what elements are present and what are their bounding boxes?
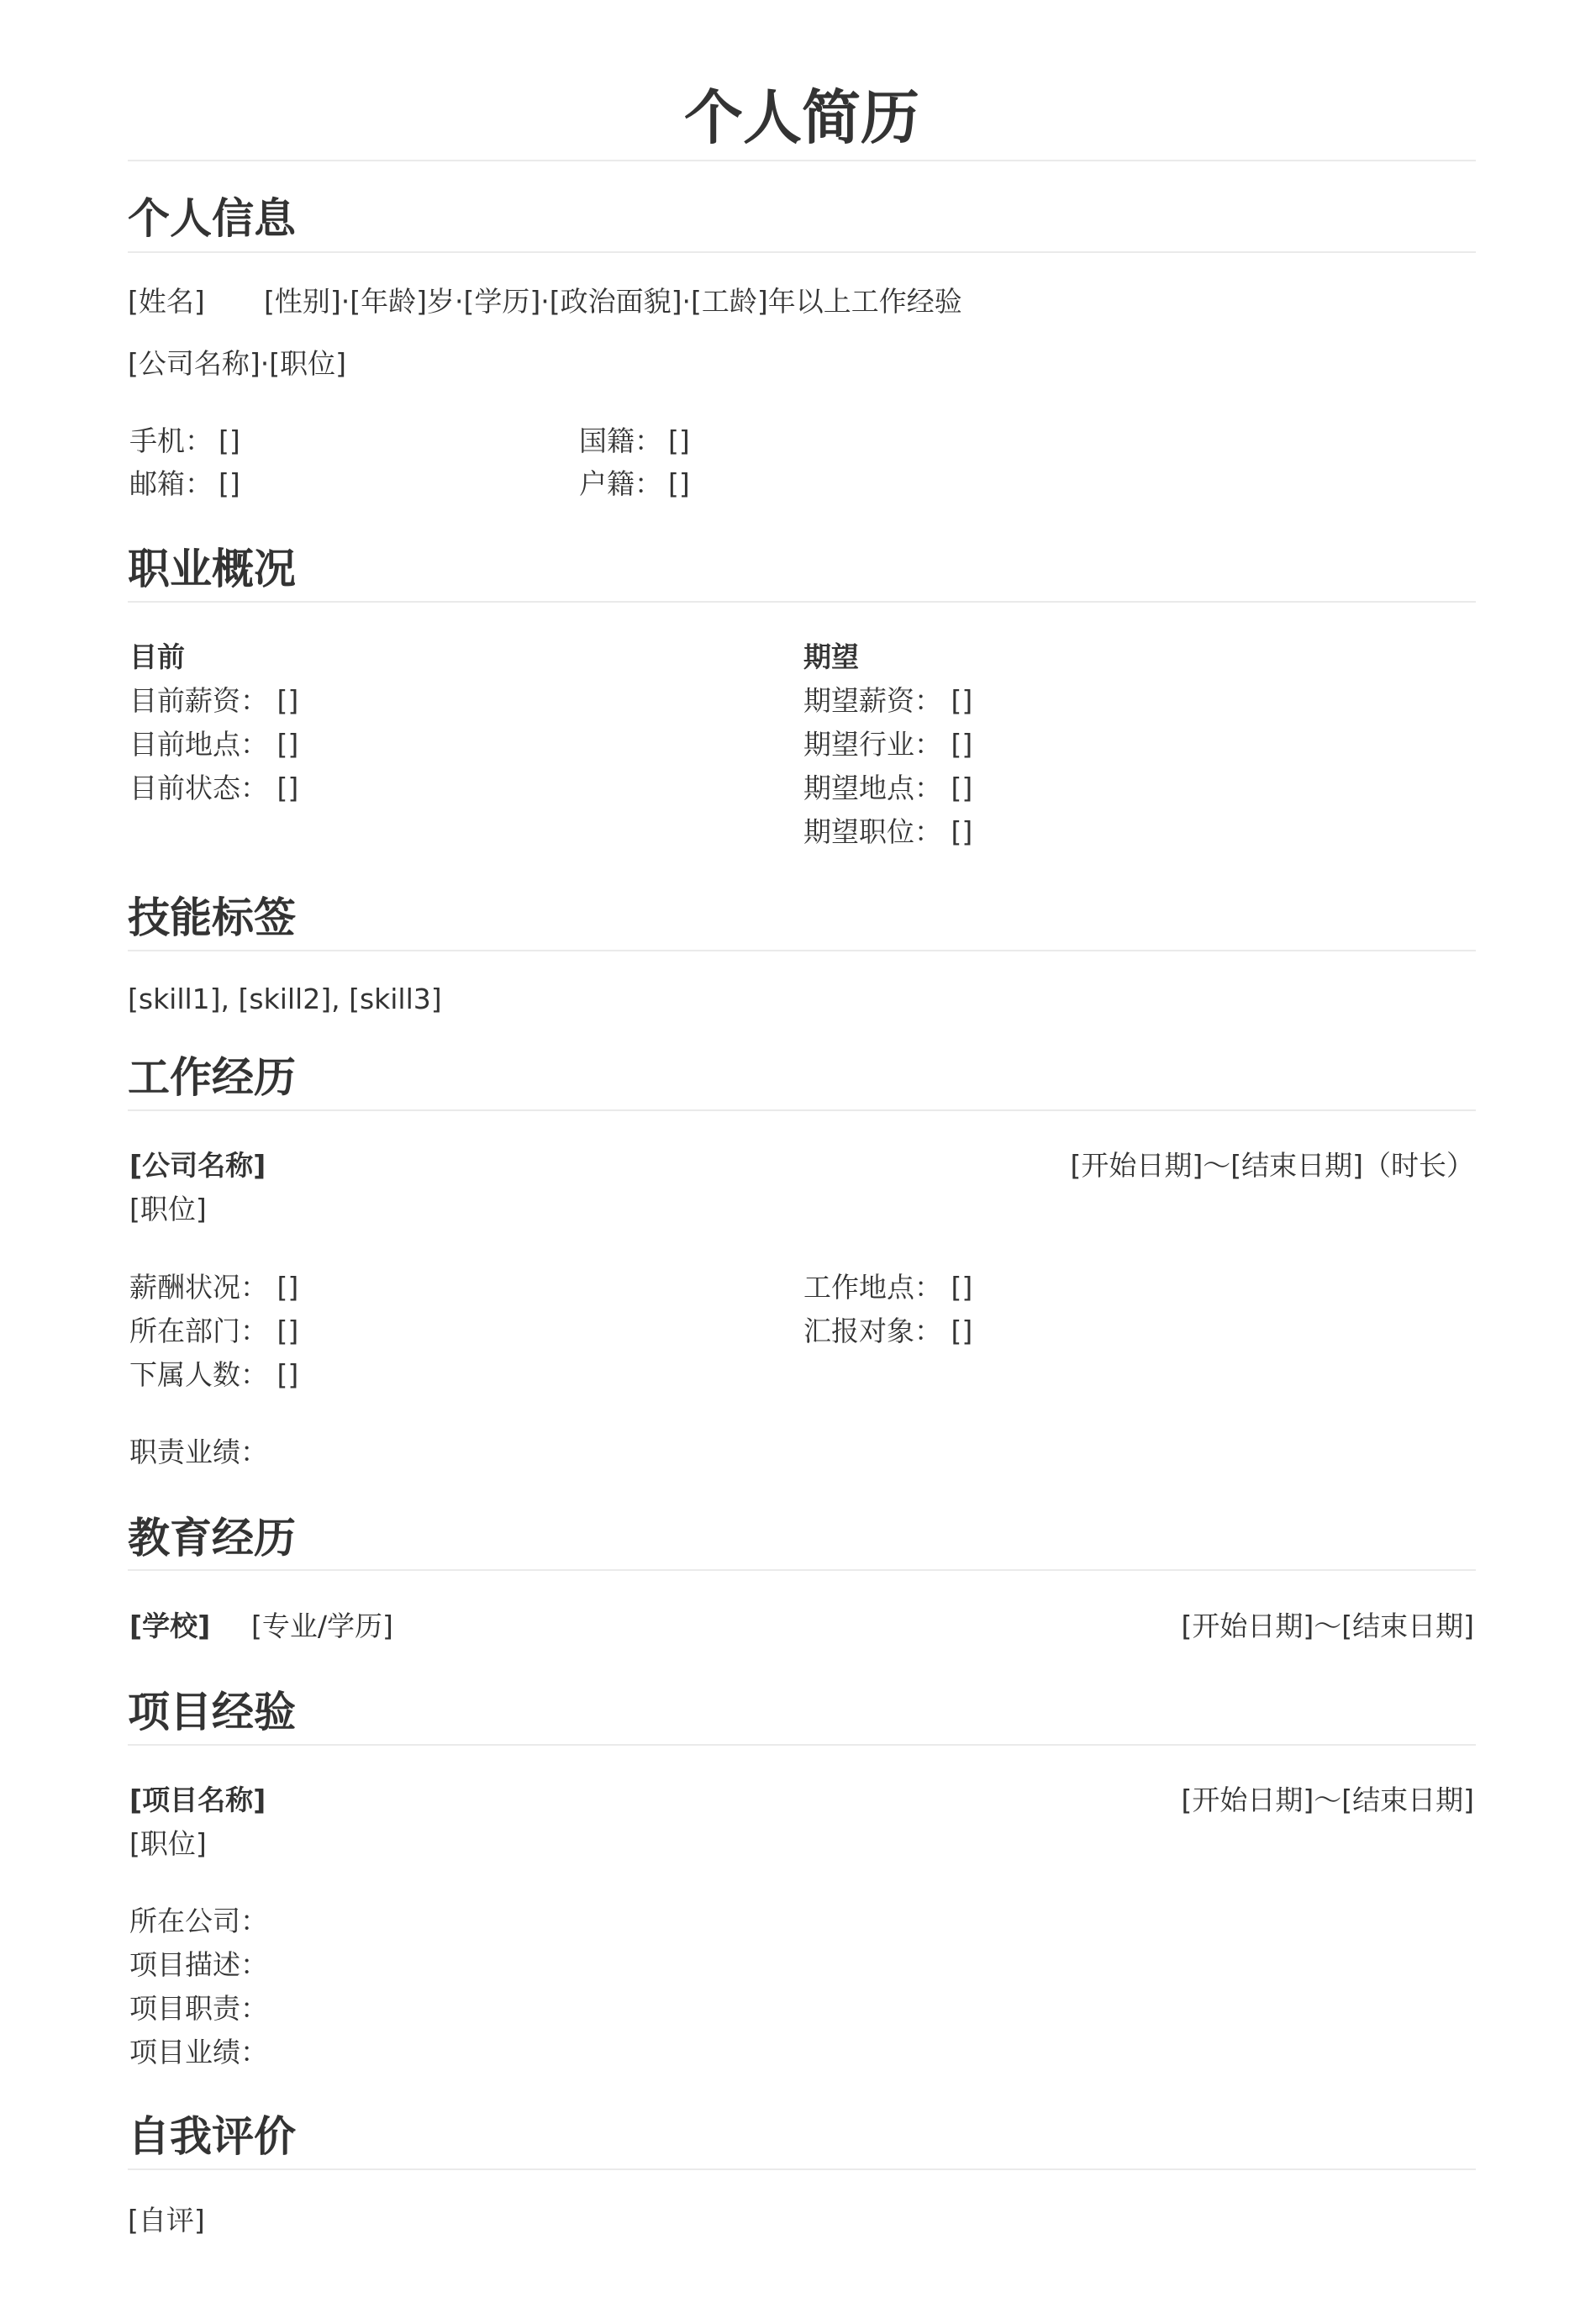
expected-industry: 期望行业： []	[803, 728, 973, 761]
work-salary: 薪酬状况： []	[129, 1271, 299, 1304]
divider	[128, 251, 1476, 253]
section-heading-personal: 个人信息	[128, 194, 296, 243]
divider	[128, 1569, 1476, 1571]
current-location: 目前地点： []	[129, 728, 299, 761]
section-heading-education: 教育经历	[128, 1514, 296, 1562]
project-position: [职位]	[129, 1827, 207, 1860]
expected-salary: 期望薪资： []	[803, 684, 973, 717]
section-heading-project: 项目经验	[128, 1688, 296, 1736]
current-status: 目前状态： []	[129, 772, 299, 804]
project-name: [项目名称]	[129, 1784, 266, 1816]
company-position: [公司名称]·[职位]	[128, 347, 346, 380]
divider	[128, 601, 1476, 603]
section-heading-career: 职业概况	[128, 545, 296, 593]
work-period: [开始日期]～[结束日期]（时长）	[1070, 1149, 1474, 1182]
current-heading: 目前	[129, 640, 185, 673]
work-subordinates: 下属人数： []	[129, 1358, 299, 1391]
email-value: []	[219, 467, 240, 500]
divider	[128, 1109, 1476, 1111]
section-heading-work: 工作经历	[128, 1053, 296, 1102]
work-company: [公司名称]	[129, 1149, 266, 1182]
work-report-to: 汇报对象： []	[803, 1315, 973, 1347]
divider	[128, 1744, 1476, 1746]
work-location: 工作地点： []	[803, 1271, 973, 1304]
education-school: [学校]	[129, 1610, 211, 1642]
page-title: 个人简历	[684, 83, 919, 152]
hukou-label: 户籍：	[579, 467, 662, 500]
nationality-label: 国籍：	[579, 424, 662, 457]
divider	[128, 950, 1476, 951]
nationality-value: []	[668, 424, 690, 457]
skills-text: [skill1], [skill2], [skill3]	[128, 983, 442, 1015]
phone-value: []	[219, 424, 240, 457]
project-performance: 项目业绩：	[129, 2036, 268, 2068]
section-heading-self-eval: 自我评价	[128, 2112, 296, 2161]
project-duties: 项目职责：	[129, 1992, 268, 2025]
project-period: [开始日期]～[结束日期]	[1181, 1784, 1474, 1816]
expected-position: 期望职位： []	[803, 815, 973, 848]
expected-heading: 期望	[803, 640, 859, 673]
section-heading-skills: 技能标签	[128, 893, 296, 942]
current-salary: 目前薪资： []	[129, 684, 299, 717]
email-label: 邮箱：	[129, 467, 213, 500]
work-position: [职位]	[129, 1193, 207, 1225]
project-company: 所在公司：	[129, 1905, 268, 1937]
self-eval-text: [自评]	[128, 2204, 205, 2237]
phone-label: 手机：	[129, 424, 213, 457]
hukou-value: []	[668, 467, 690, 500]
divider	[128, 2168, 1476, 2170]
personal-summary: [性别]·[年龄]岁·[学历]·[政治面貌]·[工龄]年以上工作经验	[264, 285, 962, 318]
work-department: 所在部门： []	[129, 1315, 299, 1347]
education-major: [专业/学历]	[251, 1610, 393, 1642]
work-duties: 职责业绩：	[129, 1436, 268, 1468]
education-period: [开始日期]～[结束日期]	[1181, 1610, 1474, 1642]
divider	[128, 160, 1476, 161]
project-description: 项目描述：	[129, 1948, 268, 1981]
name-text: [姓名]	[128, 285, 205, 318]
expected-location: 期望地点： []	[803, 772, 973, 804]
